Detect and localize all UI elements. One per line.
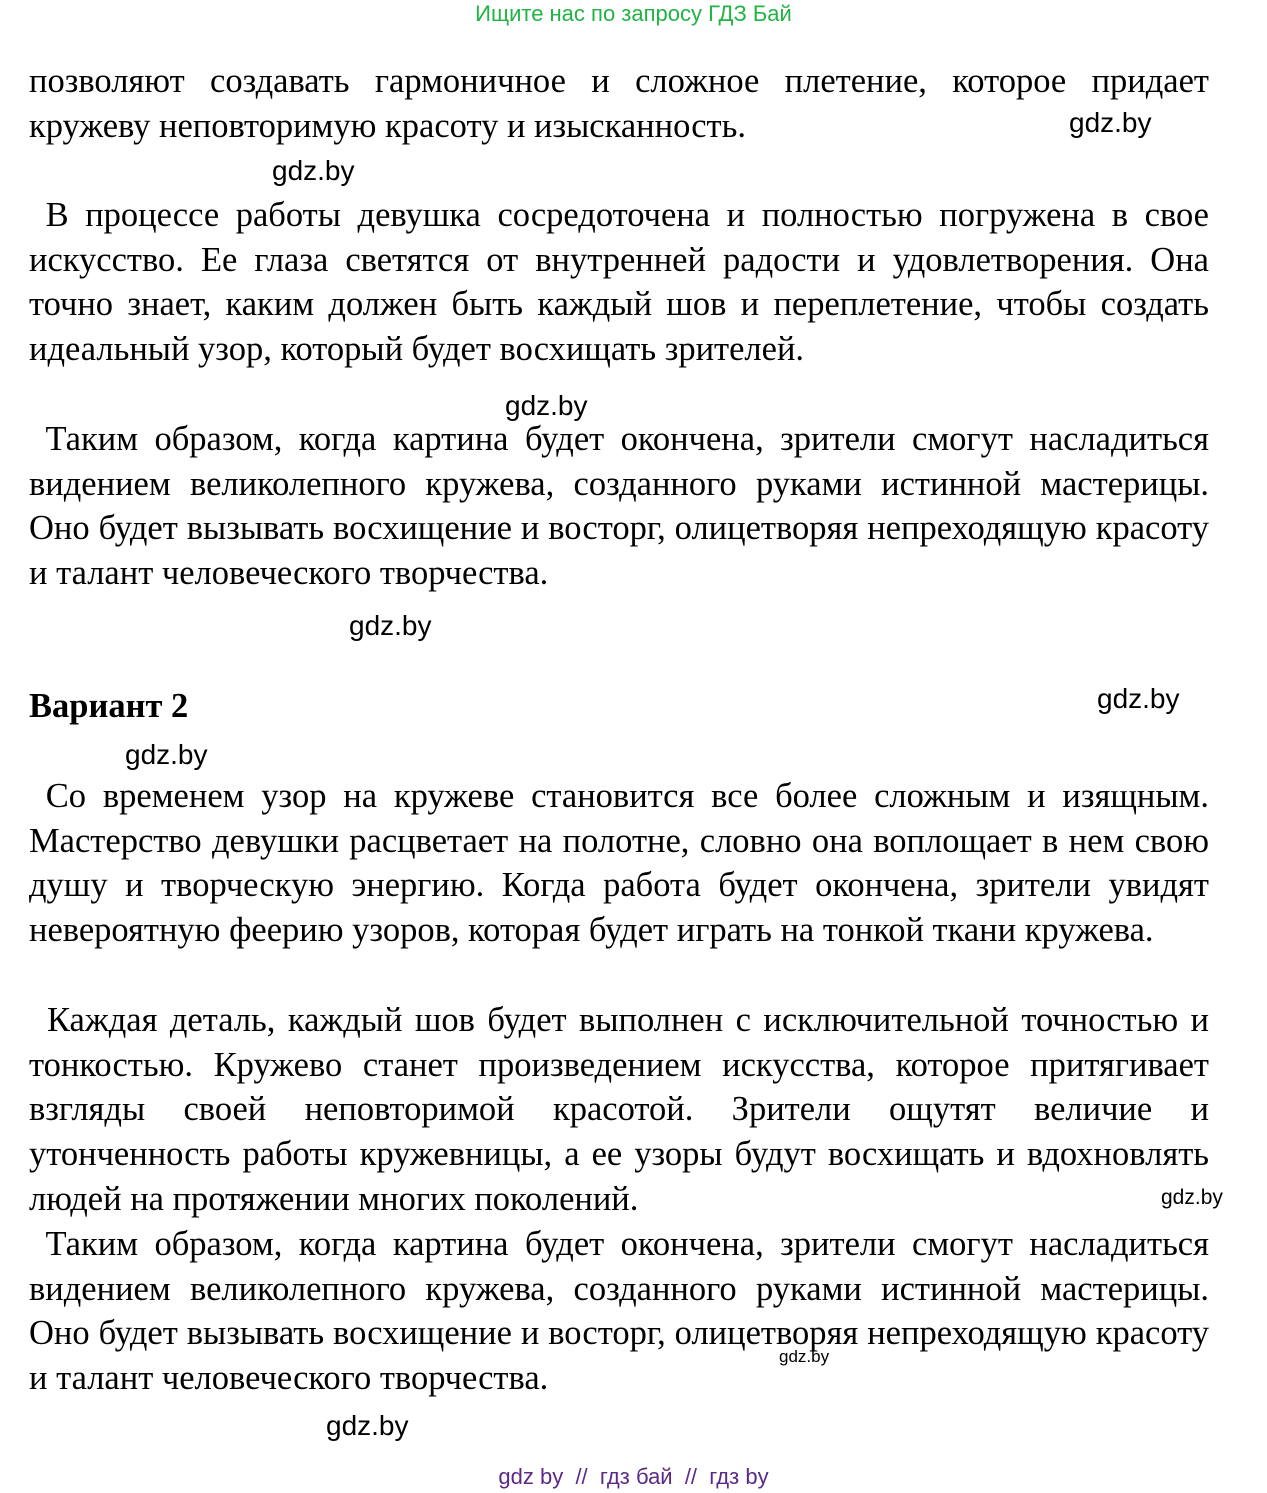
watermark: gdz.by bbox=[1161, 1186, 1223, 1209]
watermark: gdz.by bbox=[1069, 107, 1152, 138]
footer-links: gdz by // гдз бай // гдз by bbox=[498, 1464, 769, 1489]
watermark: gdz.by bbox=[125, 739, 208, 770]
watermark: gdz.by bbox=[779, 1347, 830, 1366]
watermark: gdz.by bbox=[326, 1410, 409, 1441]
watermark: gdz.by bbox=[349, 610, 432, 641]
paragraph-pattern: Со временем узор на кружеве становится все более сложным и изящным. Мастерство девушки расцветает на полотне, словно она воплощает в нем свою душу и творческую энергию. Когда работа будет окончена, зрители увидят невероятную феерию узоров, которая будет играть на тонкой ткани кружева. bbox=[29, 777, 1209, 950]
paragraph-detail: Каждая деталь, каждый шов будет выполнен с исключительной точностью и тонкостью. Кружево станет произведением искусства, которое притягивает взгляды своей неповторимой красотой. Зрители ощутят величие и утонченность работы кружевницы, а ее узоры будут восхищать и вдохновлять людей на протяжении многих поколений. bbox=[29, 1001, 1209, 1218]
watermark: gdz.by bbox=[272, 155, 355, 186]
paragraph-process: В процессе работы девушка сосредоточена и полностью погружена в свое искусство. Ее глаза светятся от внутренней радости и удовлетворения. Она точно знает, каким должен быть каждый шов и переплетение, чтобы создать идеальный узор, который будет восхищать зрителей. bbox=[29, 196, 1209, 369]
watermark: gdz.by bbox=[505, 390, 588, 421]
paragraph-intro-continued: позволяют создавать гармоничное и сложное плетение, которое придает кружеву неповторимую красоту и изысканность. bbox=[29, 62, 1209, 145]
paragraph-conclusion-2: Таким образом, когда картина будет окончена, зрители смогут насладиться видением великолепного кружева, созданного руками истинной мастерицы. Оно будет вызывать восхищение и восторг, олицетворяя непреходящую красоту и талант человеческого творчества. bbox=[29, 1225, 1209, 1398]
variant-heading: Вариант 2 bbox=[29, 687, 189, 725]
paragraph-conclusion-1: Таким образом, когда картина будет окончена, зрители смогут насладиться видением великолепного кружева, созданного руками истинной мастерицы. Оно будет вызывать восхищение и восторг, олицетворяя непреходящую красоту и талант человеческого творчества. bbox=[29, 420, 1209, 593]
search-hint-banner: Ищите нас по запросу ГДЗ Бай bbox=[475, 1, 792, 26]
watermark: gdz.by bbox=[1097, 683, 1180, 714]
